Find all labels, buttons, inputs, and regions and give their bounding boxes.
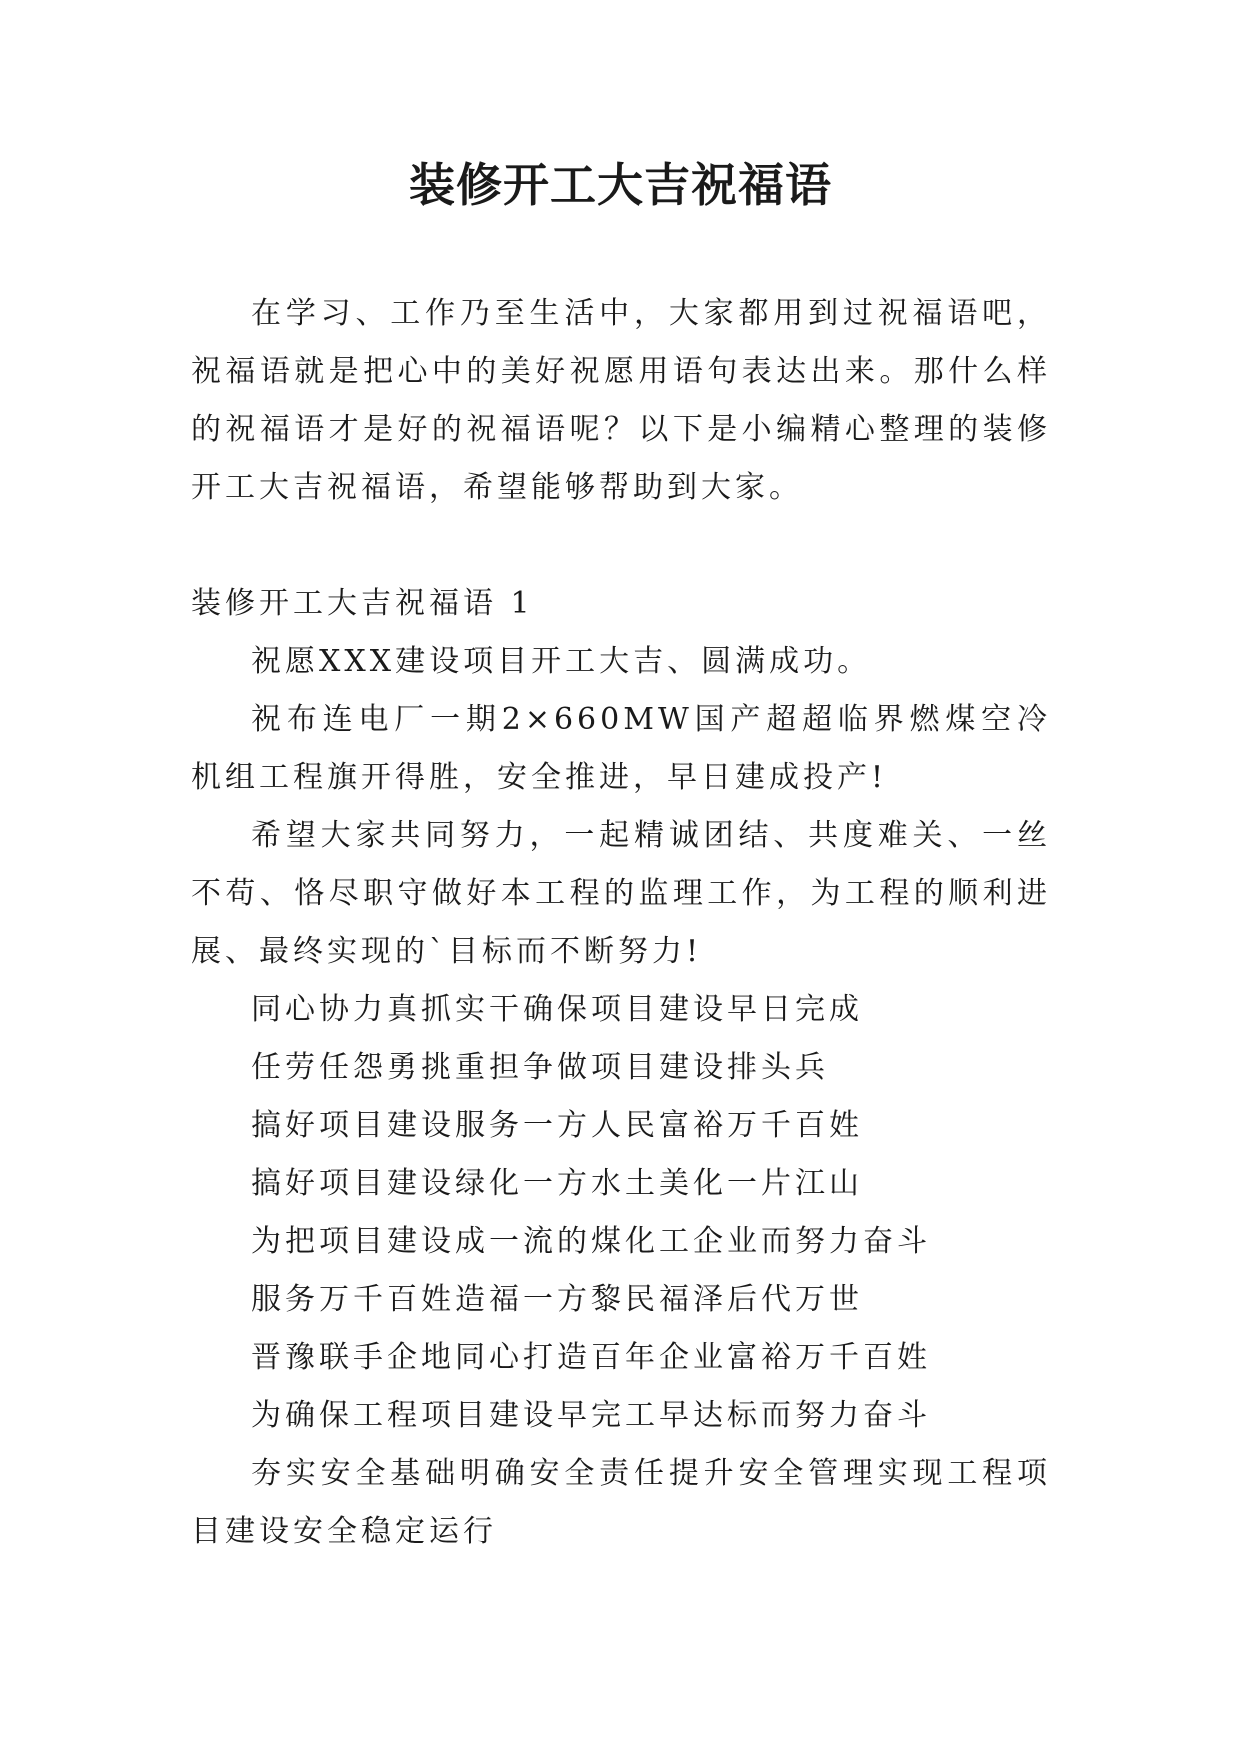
blessing-paragraph: 任劳任怨勇挑重担争做项目建设排头兵 <box>251 1050 829 1085</box>
blessing-paragraph: 同心协力真抓实干确保项目建设早日完成 <box>251 992 863 1027</box>
blessing-paragraph: 夯实安全基础明确安全责任提升安全管理实现工程项目建设安全稳定运行 <box>191 1456 1051 1549</box>
blessing-paragraph: 搞好项目建设服务一方人民富裕万千百姓 <box>251 1108 863 1143</box>
blessing-paragraph: 希望大家共同努力，一起精诚团结、共度难关、一丝不苟、恪尽职守做好本工程的监理工作，为工程的顺利进展、最终实现的`目标而不断努力! <box>191 818 1051 969</box>
section-heading: 装修开工大吉祝福语 1 <box>191 586 534 621</box>
document-body <box>191 285 1051 1561</box>
intro-paragraph: 在学习、工作乃至生活中，大家都用到过祝福语吧，祝福语就是把心中的美好祝愿用语句表达出来。那什么样的祝福语才是好的祝福语呢？以下是小编精心整理的装修开工大吉祝福语，希望能够帮助到大家。 <box>191 296 1051 505</box>
blessing-paragraph: 为确保工程项目建设早完工早达标而努力奋斗 <box>251 1398 931 1433</box>
blessing-paragraph: 祝愿XXX建设项目开工大吉、圆满成功。 <box>251 644 872 679</box>
blessing-paragraph: 为把项目建设成一流的煤化工企业而努力奋斗 <box>251 1224 931 1259</box>
blessing-paragraph: 祝布连电厂一期2×660MW国产超超临界燃煤空冷机组工程旗开得胜，安全推进，早日建成投产! <box>191 702 1051 795</box>
blessing-paragraph: 服务万千百姓造福一方黎民福泽后代万世 <box>251 1282 863 1317</box>
page-title: 装修开工大吉祝福语 <box>409 158 832 212</box>
blessing-paragraph: 搞好项目建设绿化一方水土美化一片江山 <box>251 1166 863 1201</box>
blessing-paragraph: 晋豫联手企地同心打造百年企业富裕万千百姓 <box>251 1340 931 1375</box>
